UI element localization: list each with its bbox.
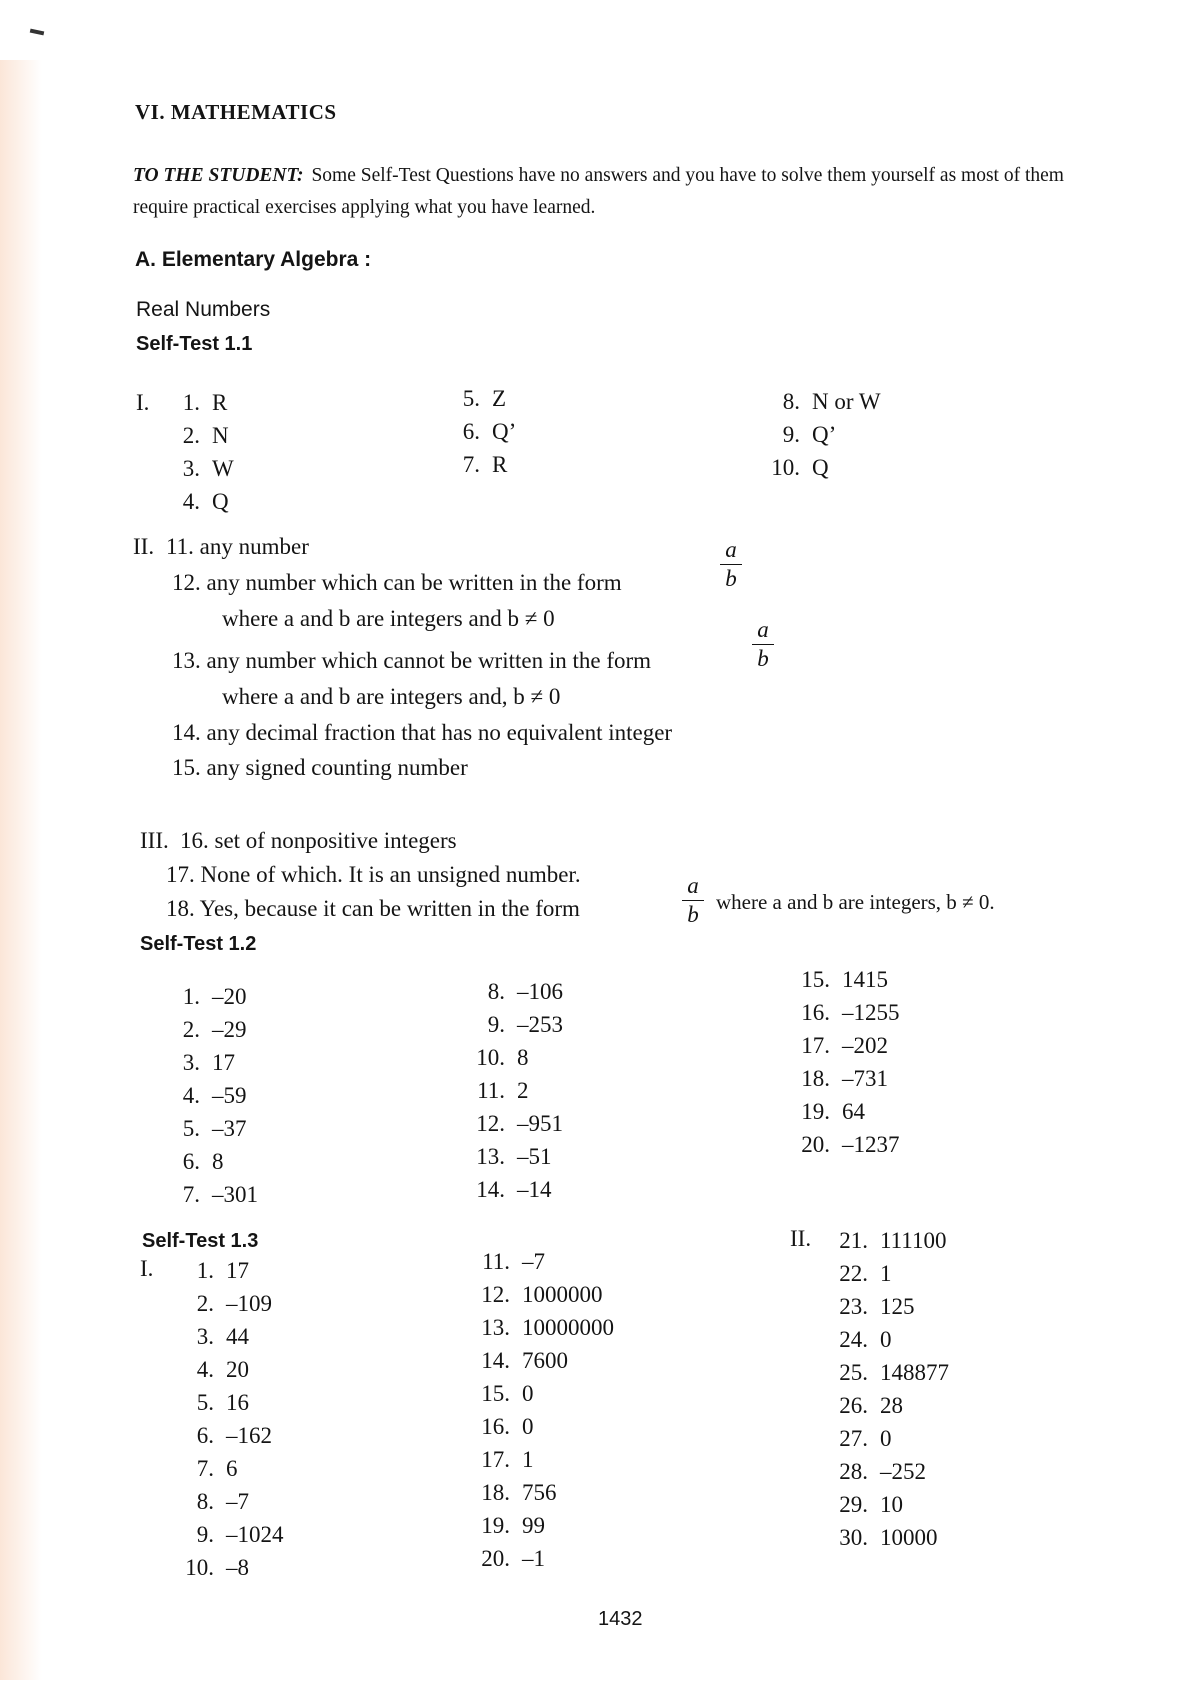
item-number: 30. xyxy=(839,1525,868,1550)
item-number: 17. xyxy=(481,1447,510,1472)
item-text: any number xyxy=(199,534,309,559)
answer-item xyxy=(164,1452,284,1485)
item-answer: 8 xyxy=(517,1045,529,1070)
item-number: 8. xyxy=(487,979,505,1004)
answer-item xyxy=(460,1344,614,1377)
section-heading: A. Elementary Algebra : xyxy=(135,248,372,271)
item-answer: –1255 xyxy=(842,1000,900,1025)
item-number: 12. xyxy=(476,1111,505,1136)
answer-item xyxy=(455,975,563,1008)
answer-item xyxy=(160,980,258,1013)
answer-item xyxy=(455,1173,563,1206)
item-number: 9. xyxy=(782,422,800,447)
item-answer: 6 xyxy=(226,1456,238,1481)
item-number: 23. xyxy=(839,1294,868,1319)
item-number: 17. xyxy=(166,862,195,887)
answer-item xyxy=(172,570,622,596)
answer-item xyxy=(160,1079,258,1112)
answer-item xyxy=(164,1353,284,1386)
item-text: None of which. It is an unsigned number. xyxy=(200,862,581,887)
answer-item xyxy=(818,1323,949,1356)
item-number: 10. xyxy=(771,455,800,480)
answer-item xyxy=(164,1320,284,1353)
answer-item xyxy=(460,1542,614,1575)
item-number: 16. xyxy=(481,1414,510,1439)
answer-column xyxy=(460,1245,614,1575)
item-number: 10. xyxy=(185,1555,214,1580)
answer-item xyxy=(160,1046,258,1079)
fraction-denominator: b xyxy=(725,566,737,591)
answer-item xyxy=(780,996,900,1029)
item-answer: R xyxy=(212,390,228,415)
item-number: 11. xyxy=(166,534,194,559)
item-text: any number which cannot be written in the form xyxy=(206,648,652,673)
answer-item xyxy=(440,448,516,481)
item-answer: 756 xyxy=(522,1480,557,1505)
page-number: 1432 xyxy=(598,1608,643,1630)
item-answer: –252 xyxy=(880,1459,926,1484)
item-number: 14. xyxy=(481,1348,510,1373)
item-continuation: where a and b are integers, b ≠ 0. xyxy=(716,890,995,914)
answer-item xyxy=(780,1095,900,1128)
item-answer: –951 xyxy=(517,1111,563,1136)
item-number: 1. xyxy=(182,390,200,415)
item-number: 24. xyxy=(839,1327,868,1352)
fraction-numerator: a xyxy=(752,616,774,645)
item-answer: Q’ xyxy=(492,419,517,444)
item-answer: –301 xyxy=(212,1182,258,1207)
part-label: I. xyxy=(136,390,150,415)
answer-item xyxy=(818,1389,949,1422)
item-answer: Z xyxy=(492,386,507,411)
item-number: 28. xyxy=(839,1459,868,1484)
fraction-denominator: b xyxy=(687,902,699,927)
answer-item xyxy=(460,1443,614,1476)
item-answer: 0 xyxy=(522,1381,534,1406)
item-answer: W xyxy=(212,456,234,481)
answer-item xyxy=(460,1377,614,1410)
answer-item xyxy=(455,1008,563,1041)
item-answer: –7 xyxy=(522,1249,545,1274)
item-number: 13. xyxy=(172,648,201,673)
item-number: 19. xyxy=(481,1513,510,1538)
answer-item xyxy=(818,1455,949,1488)
item-number: 4. xyxy=(196,1357,214,1382)
item-answer: R xyxy=(492,452,508,477)
student-note xyxy=(133,160,1093,224)
item-number: 6. xyxy=(462,419,480,444)
part-label: II. xyxy=(790,1226,812,1251)
item-answer: –7 xyxy=(226,1489,249,1514)
item-number: 13. xyxy=(476,1144,505,1169)
item-number: 27. xyxy=(839,1426,868,1451)
item-answer: 10000000 xyxy=(522,1315,614,1340)
item-answer: –29 xyxy=(212,1017,247,1042)
answer-item xyxy=(166,896,580,922)
item-answer: 125 xyxy=(880,1294,915,1319)
answer-column xyxy=(164,1254,284,1584)
item-answer: 1000000 xyxy=(522,1282,603,1307)
item-answer: Q xyxy=(212,489,229,514)
answer-item xyxy=(180,828,457,854)
item-number: 11. xyxy=(482,1249,510,1274)
item-answer: 111100 xyxy=(880,1228,947,1253)
answer-item xyxy=(160,1178,258,1211)
item-answer: 0 xyxy=(880,1426,892,1451)
item-number: 7. xyxy=(196,1456,214,1481)
item-text: any decimal fraction that has no equivalent integer xyxy=(206,720,673,745)
fraction-denominator: b xyxy=(757,646,769,671)
item-number: 15. xyxy=(172,755,201,780)
subsection-heading: Real Numbers xyxy=(136,298,271,321)
item-answer: –1024 xyxy=(226,1522,284,1547)
answer-item xyxy=(166,534,309,560)
item-number: 18. xyxy=(481,1480,510,1505)
answer-item xyxy=(172,755,468,781)
item-number: 19. xyxy=(801,1099,830,1124)
item-number: 20. xyxy=(801,1132,830,1157)
answer-item xyxy=(460,1410,614,1443)
item-answer: 17 xyxy=(226,1258,249,1283)
answer-item xyxy=(455,1140,563,1173)
item-number: 9. xyxy=(196,1522,214,1547)
answer-item xyxy=(818,1488,949,1521)
item-answer: 10000 xyxy=(880,1525,938,1550)
item-text: Yes, because it can be written in the form xyxy=(199,896,580,921)
item-number: 2. xyxy=(182,423,200,448)
item-number: 11. xyxy=(477,1078,505,1103)
answer-column xyxy=(440,382,516,481)
scan-mark xyxy=(30,29,45,36)
item-text: any signed counting number xyxy=(206,755,468,780)
item-number: 5. xyxy=(182,1116,200,1141)
fraction-numerator: a xyxy=(720,536,742,565)
self-test-1-3-heading: Self-Test 1.3 xyxy=(142,1230,259,1252)
item-answer: 7600 xyxy=(522,1348,568,1373)
item-number: 16. xyxy=(180,828,209,853)
part-label: II. xyxy=(133,534,155,559)
item-answer: N xyxy=(212,423,229,448)
answer-item xyxy=(460,1509,614,1542)
item-answer: –162 xyxy=(226,1423,272,1448)
answer-item xyxy=(160,1013,258,1046)
part-label: I. xyxy=(140,1256,154,1281)
answer-item xyxy=(164,1419,284,1452)
fraction xyxy=(682,872,704,929)
page-edge-shadow xyxy=(0,60,42,1680)
answer-item xyxy=(818,1422,949,1455)
item-answer: –253 xyxy=(517,1012,563,1037)
item-text: set of nonpositive integers xyxy=(214,828,457,853)
item-answer: 20 xyxy=(226,1357,249,1382)
item-answer: 148877 xyxy=(880,1360,949,1385)
answer-column xyxy=(455,975,563,1206)
item-answer: 17 xyxy=(212,1050,235,1075)
item-number: 2. xyxy=(196,1291,214,1316)
answer-item xyxy=(818,1356,949,1389)
answer-item xyxy=(166,862,581,888)
answer-item xyxy=(460,1245,614,1278)
answer-item xyxy=(160,1145,258,1178)
item-answer: –14 xyxy=(517,1177,552,1202)
answer-item xyxy=(160,1112,258,1145)
item-number: 18. xyxy=(166,896,195,921)
item-number: 20. xyxy=(481,1546,510,1571)
self-test-1-2-heading: Self-Test 1.2 xyxy=(140,933,257,955)
answer-item xyxy=(160,419,234,452)
item-answer: –1 xyxy=(522,1546,545,1571)
answer-item xyxy=(160,452,234,485)
item-answer: –51 xyxy=(517,1144,552,1169)
item-answer: N or W xyxy=(812,389,881,414)
item-answer: 1 xyxy=(522,1447,534,1472)
answer-item xyxy=(164,1551,284,1584)
answer-item xyxy=(440,415,516,448)
item-answer: 0 xyxy=(880,1327,892,1352)
part-label: III. xyxy=(140,828,169,853)
item-answer: –106 xyxy=(517,979,563,1004)
chapter-title: VI. MATHEMATICS xyxy=(135,100,337,124)
item-number: 12. xyxy=(481,1282,510,1307)
item-number: 22. xyxy=(839,1261,868,1286)
answer-item xyxy=(460,1311,614,1344)
answer-item xyxy=(818,1224,949,1257)
item-answer: –202 xyxy=(842,1033,888,1058)
answer-item xyxy=(818,1290,949,1323)
item-answer: –20 xyxy=(212,984,247,1009)
item-answer: –8 xyxy=(226,1555,249,1580)
item-number: 15. xyxy=(481,1381,510,1406)
item-answer: 44 xyxy=(226,1324,249,1349)
item-number: 14. xyxy=(476,1177,505,1202)
item-answer: 2 xyxy=(517,1078,529,1103)
item-number: 1. xyxy=(196,1258,214,1283)
item-number: 3. xyxy=(182,1050,200,1075)
answer-item xyxy=(460,1278,614,1311)
answer-item xyxy=(818,1521,949,1554)
note-lead: TO THE STUDENT: xyxy=(133,165,304,186)
item-answer: 8 xyxy=(212,1149,224,1174)
item-answer: Q xyxy=(812,455,829,480)
item-answer: 64 xyxy=(842,1099,865,1124)
item-number: 8. xyxy=(782,389,800,414)
answer-item xyxy=(780,1128,900,1161)
item-number: 6. xyxy=(196,1423,214,1448)
answer-item xyxy=(818,1257,949,1290)
item-number: 16. xyxy=(801,1000,830,1025)
item-number: 1. xyxy=(182,984,200,1009)
answer-item xyxy=(160,386,234,419)
item-number: 5. xyxy=(196,1390,214,1415)
answer-item xyxy=(164,1254,284,1287)
answer-item xyxy=(164,1485,284,1518)
answer-item xyxy=(455,1041,563,1074)
item-answer: Q’ xyxy=(812,422,837,447)
answer-column xyxy=(160,386,234,518)
item-number: 13. xyxy=(481,1315,510,1340)
answer-item xyxy=(455,1107,563,1140)
item-number: 4. xyxy=(182,489,200,514)
item-answer: 99 xyxy=(522,1513,545,1538)
item-number: 29. xyxy=(839,1492,868,1517)
item-number: 6. xyxy=(182,1149,200,1174)
answer-item xyxy=(440,382,516,415)
item-answer: 10 xyxy=(880,1492,903,1517)
item-number: 8. xyxy=(196,1489,214,1514)
answer-column xyxy=(780,963,900,1161)
item-number: 3. xyxy=(182,456,200,481)
answer-item xyxy=(455,1074,563,1107)
answer-item xyxy=(750,451,881,484)
item-answer: 28 xyxy=(880,1393,903,1418)
fraction-numerator: a xyxy=(682,872,704,901)
item-number: 17. xyxy=(801,1033,830,1058)
item-number: 18. xyxy=(801,1066,830,1091)
item-answer: 16 xyxy=(226,1390,249,1415)
answer-item xyxy=(460,1476,614,1509)
item-answer: 1415 xyxy=(842,967,888,992)
answer-column xyxy=(818,1224,949,1554)
item-number: 2. xyxy=(182,1017,200,1042)
answer-item xyxy=(780,963,900,996)
answer-item xyxy=(164,1287,284,1320)
answer-item xyxy=(780,1062,900,1095)
item-number: 15. xyxy=(801,967,830,992)
answer-column xyxy=(750,385,881,484)
item-number: 12. xyxy=(172,570,201,595)
answer-item xyxy=(160,485,234,518)
answer-item xyxy=(172,720,672,746)
answer-item xyxy=(750,385,881,418)
item-continuation: where a and b are integers and b ≠ 0 xyxy=(222,606,555,631)
answer-item xyxy=(164,1518,284,1551)
answer-item xyxy=(172,648,651,674)
item-text: any number which can be written in the form xyxy=(206,570,622,595)
answer-item xyxy=(780,1029,900,1062)
item-number: 7. xyxy=(182,1182,200,1207)
fraction xyxy=(752,616,774,673)
note-text: Some Self-Test Questions have no answers and you have to solve them yourself as most of them require practical exercises applying what you have learned. xyxy=(133,165,1064,218)
item-number: 9. xyxy=(487,1012,505,1037)
answer-column xyxy=(160,980,258,1211)
fraction xyxy=(720,536,742,593)
item-number: 26. xyxy=(839,1393,868,1418)
item-continuation: where a and b are integers and, b ≠ 0 xyxy=(222,684,561,709)
item-answer: –59 xyxy=(212,1083,247,1108)
item-answer: –109 xyxy=(226,1291,272,1316)
answer-item xyxy=(164,1386,284,1419)
item-answer: –731 xyxy=(842,1066,888,1091)
item-answer: 0 xyxy=(522,1414,534,1439)
item-number: 4. xyxy=(182,1083,200,1108)
self-test-1-1-heading: Self-Test 1.1 xyxy=(136,333,253,355)
item-answer: 1 xyxy=(880,1261,892,1286)
item-number: 25. xyxy=(839,1360,868,1385)
item-number: 21. xyxy=(839,1228,868,1253)
item-answer: –37 xyxy=(212,1116,247,1141)
item-number: 10. xyxy=(476,1045,505,1070)
item-number: 7. xyxy=(462,452,480,477)
item-number: 5. xyxy=(462,386,480,411)
item-number: 14. xyxy=(172,720,201,745)
item-number: 3. xyxy=(196,1324,214,1349)
answer-item xyxy=(750,418,881,451)
item-answer: –1237 xyxy=(842,1132,900,1157)
